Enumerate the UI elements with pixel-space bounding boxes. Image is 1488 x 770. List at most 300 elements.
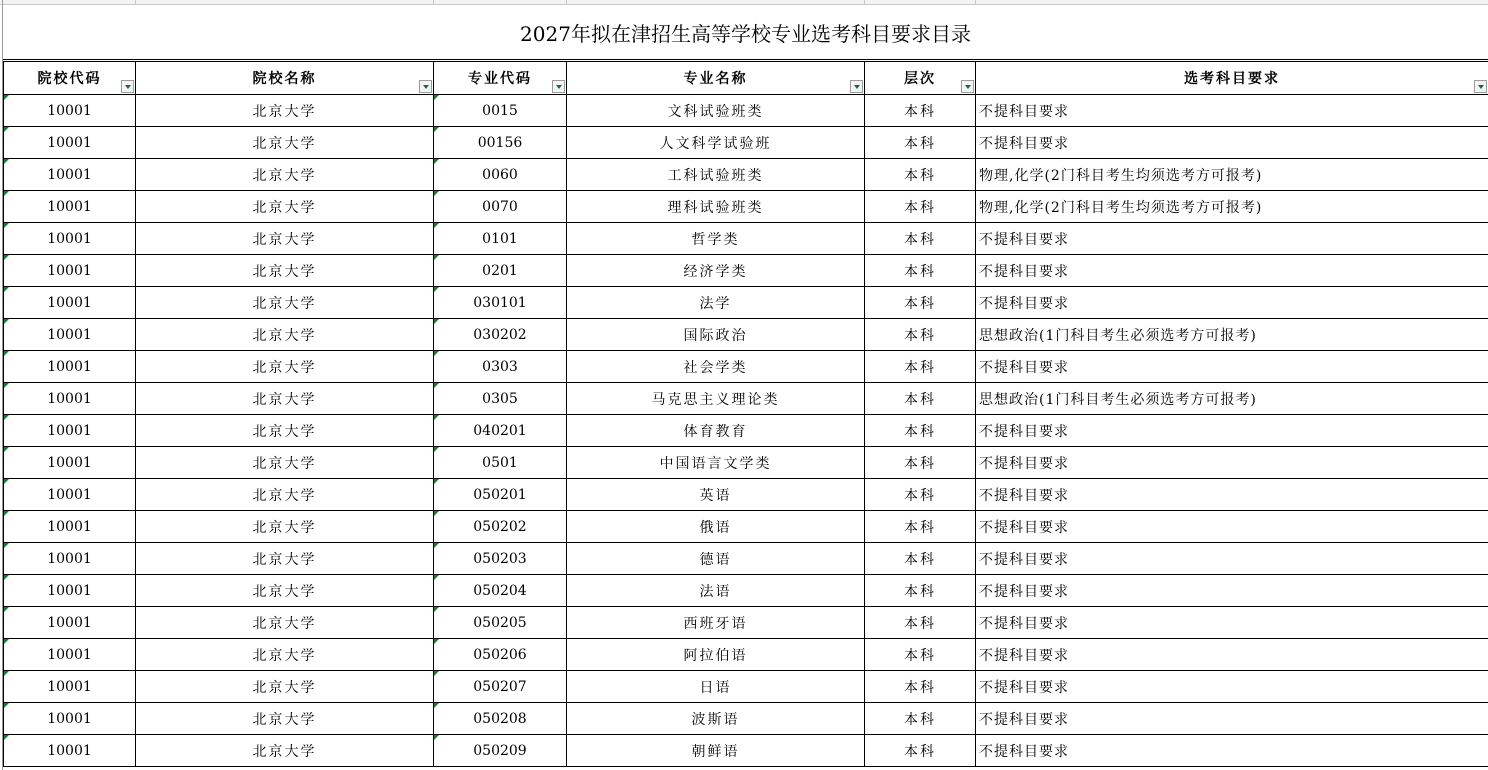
cell-school-name[interactable]	[136, 127, 434, 159]
cell-text: 0070	[482, 198, 518, 215]
cell-text: 不提科目要求	[979, 519, 1069, 536]
number-as-text-marker-icon	[4, 159, 9, 164]
cell-text: 10001	[47, 582, 92, 599]
cell-school-name[interactable]	[136, 479, 434, 511]
cell-text: 0201	[482, 262, 518, 279]
cell-text: 中国语言文学类	[659, 455, 772, 472]
column-header-label: 层次	[904, 71, 936, 87]
cell-major-name[interactable]	[567, 127, 865, 159]
cell-text: 本科	[904, 359, 936, 376]
cell-text: 文科试验班类	[667, 103, 764, 120]
cell-text: 040201	[473, 422, 527, 439]
cell-level[interactable]	[865, 575, 976, 607]
cell-major-code[interactable]	[434, 383, 567, 415]
number-as-text-marker-icon	[434, 255, 439, 260]
cell-subject-requirements[interactable]	[976, 639, 1488, 671]
cell-school-code[interactable]	[4, 383, 136, 415]
cell-school-name[interactable]	[136, 735, 434, 767]
cell-text: 本科	[904, 487, 936, 504]
cell-text: 社会学类	[683, 359, 748, 376]
cell-text: 本科	[904, 743, 936, 760]
cell-school-name[interactable]	[136, 351, 434, 383]
cell-level[interactable]	[865, 447, 976, 479]
cell-text: 思想政治(1门科目考生必须选考方可报考)	[979, 327, 1257, 344]
cell-major-name[interactable]	[567, 159, 865, 191]
cell-subject-requirements[interactable]	[976, 159, 1488, 191]
cell-school-code[interactable]	[4, 95, 136, 127]
cell-text: 理科试验班类	[667, 199, 764, 216]
number-as-text-marker-icon	[434, 415, 439, 420]
cell-text: 阿拉伯语	[683, 647, 748, 664]
cell-school-name[interactable]	[136, 639, 434, 671]
column-header-label: 院校代码	[37, 71, 102, 87]
number-as-text-marker-icon	[4, 287, 9, 292]
cell-major-name[interactable]	[567, 575, 865, 607]
column-header-subject-requirements[interactable]	[976, 62, 1488, 95]
filter-dropdown-icon[interactable]	[850, 80, 863, 93]
cell-school-code[interactable]	[4, 159, 136, 191]
cell-major-name[interactable]	[567, 415, 865, 447]
cell-text: 本科	[904, 199, 936, 216]
cell-text: 北京大学	[252, 359, 317, 376]
cell-text: 马克思主义理论类	[651, 391, 780, 408]
number-as-text-marker-icon	[4, 639, 9, 644]
cell-major-code[interactable]	[434, 95, 567, 127]
cell-text: 050208	[473, 710, 527, 727]
cell-major-name[interactable]	[567, 191, 865, 223]
cell-subject-requirements[interactable]	[976, 703, 1488, 735]
cell-text: 不提科目要求	[979, 615, 1069, 632]
cell-school-code[interactable]	[4, 543, 136, 575]
cell-text: 050203	[473, 550, 527, 567]
cell-school-code[interactable]	[4, 447, 136, 479]
cell-school-code[interactable]	[4, 511, 136, 543]
number-as-text-marker-icon	[434, 479, 439, 484]
cell-major-name[interactable]	[567, 383, 865, 415]
cell-text: 朝鲜语	[691, 743, 740, 760]
cell-text: 050205	[473, 614, 527, 631]
cell-subject-requirements[interactable]	[976, 127, 1488, 159]
cell-text: 本科	[904, 391, 936, 408]
cell-text: 10001	[47, 262, 92, 279]
cell-school-name[interactable]	[136, 255, 434, 287]
cell-text: 10001	[47, 646, 92, 663]
cell-text: 本科	[904, 103, 936, 120]
table-row	[4, 127, 1488, 159]
cell-text: 0303	[482, 358, 518, 375]
cell-text: 不提科目要求	[979, 263, 1069, 280]
cell-text: 北京大学	[252, 391, 317, 408]
filter-dropdown-icon[interactable]	[552, 80, 565, 93]
cell-school-name[interactable]	[136, 223, 434, 255]
data-table	[3, 61, 1488, 767]
cell-school-name[interactable]	[136, 95, 434, 127]
cell-level[interactable]	[865, 639, 976, 671]
number-as-text-marker-icon	[4, 575, 9, 580]
header-row	[4, 62, 1488, 95]
filter-dropdown-icon[interactable]	[961, 80, 974, 93]
cell-text: 10001	[47, 454, 92, 471]
cell-subject-requirements[interactable]	[976, 319, 1488, 351]
cell-major-name[interactable]	[567, 255, 865, 287]
number-as-text-marker-icon	[434, 95, 439, 100]
number-as-text-marker-icon	[434, 671, 439, 676]
cell-major-code[interactable]	[434, 703, 567, 735]
column-header-label: 专业代码	[468, 71, 532, 87]
cell-text: 法语	[699, 583, 732, 600]
cell-subject-requirements[interactable]	[976, 607, 1488, 639]
cell-text: 经济学类	[683, 263, 748, 280]
table-row	[4, 607, 1488, 639]
cell-school-name[interactable]	[136, 703, 434, 735]
cell-school-code[interactable]	[4, 703, 136, 735]
cell-school-code[interactable]	[4, 255, 136, 287]
number-as-text-marker-icon	[4, 319, 9, 324]
cell-subject-requirements[interactable]	[976, 479, 1488, 511]
cell-major-code[interactable]	[434, 543, 567, 575]
cell-school-code[interactable]	[4, 351, 136, 383]
cell-text: 北京大学	[252, 135, 317, 152]
cell-text: 日语	[699, 679, 732, 696]
cell-text: 不提科目要求	[979, 743, 1069, 760]
cell-level[interactable]	[865, 287, 976, 319]
cell-level[interactable]	[865, 95, 976, 127]
cell-school-code[interactable]	[4, 479, 136, 511]
cell-text: 0060	[482, 166, 518, 183]
cell-major-code[interactable]	[434, 191, 567, 223]
cell-level[interactable]	[865, 543, 976, 575]
cell-text: 不提科目要求	[979, 551, 1069, 568]
cell-subject-requirements[interactable]	[976, 511, 1488, 543]
sheet-title-cell[interactable]	[3, 5, 1488, 60]
cell-text: 北京大学	[252, 199, 317, 216]
cell-major-code[interactable]	[434, 479, 567, 511]
cell-text: 思想政治(1门科目考生必须选考方可报考)	[979, 391, 1257, 408]
cell-major-name[interactable]	[567, 671, 865, 703]
cell-text: 英语	[699, 487, 732, 504]
cell-major-name[interactable]	[567, 351, 865, 383]
cell-text: 波斯语	[691, 711, 740, 728]
cell-major-code[interactable]	[434, 255, 567, 287]
cell-major-name[interactable]	[567, 639, 865, 671]
cell-text: 体育教育	[683, 423, 748, 440]
filter-dropdown-icon[interactable]	[419, 80, 432, 93]
cell-major-code[interactable]	[434, 575, 567, 607]
table-row	[4, 479, 1488, 511]
number-as-text-marker-icon	[4, 415, 9, 420]
number-as-text-marker-icon	[4, 543, 9, 548]
cell-subject-requirements[interactable]	[976, 447, 1488, 479]
cell-text: 10001	[47, 390, 92, 407]
cell-major-code[interactable]	[434, 127, 567, 159]
number-as-text-marker-icon	[434, 607, 439, 612]
cell-school-code[interactable]	[4, 287, 136, 319]
number-as-text-marker-icon	[434, 159, 439, 164]
cell-text: 北京大学	[252, 583, 317, 600]
table-row	[4, 95, 1488, 127]
cell-level[interactable]	[865, 511, 976, 543]
table-row	[4, 415, 1488, 447]
cell-major-code[interactable]	[434, 319, 567, 351]
cell-subject-requirements[interactable]	[976, 575, 1488, 607]
cell-text: 10001	[47, 230, 92, 247]
column-header-major-name[interactable]	[567, 62, 865, 95]
cell-level[interactable]	[865, 479, 976, 511]
cell-subject-requirements[interactable]	[976, 351, 1488, 383]
cell-text: 本科	[904, 679, 936, 696]
cell-subject-requirements[interactable]	[976, 95, 1488, 127]
number-as-text-marker-icon	[434, 223, 439, 228]
cell-text: 10001	[47, 294, 92, 311]
cell-text: 10001	[47, 358, 92, 375]
number-as-text-marker-icon	[4, 383, 9, 388]
cell-text: 本科	[904, 519, 936, 536]
cell-text: 西班牙语	[683, 615, 748, 632]
cell-school-name[interactable]	[136, 383, 434, 415]
cell-text: 哲学类	[691, 231, 740, 248]
cell-level[interactable]	[865, 255, 976, 287]
cell-text: 0101	[482, 230, 518, 247]
cell-text: 050202	[473, 518, 527, 535]
cell-subject-requirements[interactable]	[976, 415, 1488, 447]
cell-major-code[interactable]	[434, 351, 567, 383]
cell-text: 北京大学	[252, 487, 317, 504]
cell-text: 050204	[473, 582, 527, 599]
cell-school-code[interactable]	[4, 639, 136, 671]
cell-school-code[interactable]	[4, 319, 136, 351]
cell-major-code[interactable]	[434, 223, 567, 255]
cell-school-name[interactable]	[136, 511, 434, 543]
cell-school-name[interactable]	[136, 671, 434, 703]
column-header-major-code[interactable]	[434, 62, 567, 95]
cell-level[interactable]	[865, 383, 976, 415]
cell-major-code[interactable]	[434, 735, 567, 767]
cell-school-name[interactable]	[136, 159, 434, 191]
cell-level[interactable]	[865, 703, 976, 735]
number-as-text-marker-icon	[434, 575, 439, 580]
number-as-text-marker-icon	[434, 735, 439, 740]
cell-major-name[interactable]	[567, 703, 865, 735]
cell-major-code[interactable]	[434, 671, 567, 703]
column-header-label: 专业名称	[683, 71, 748, 87]
cell-text: 不提科目要求	[979, 455, 1069, 472]
cell-text: 10001	[47, 486, 92, 503]
cell-major-code[interactable]	[434, 447, 567, 479]
cell-level[interactable]	[865, 319, 976, 351]
cell-text: 10001	[47, 166, 92, 183]
cell-text: 0305	[482, 390, 518, 407]
cell-text: 本科	[904, 167, 936, 184]
cell-major-name[interactable]	[567, 287, 865, 319]
cell-major-name[interactable]	[567, 223, 865, 255]
cell-text: 北京大学	[252, 423, 317, 440]
filter-dropdown-icon[interactable]	[121, 80, 134, 93]
cell-subject-requirements[interactable]	[976, 287, 1488, 319]
cell-text: 10001	[47, 198, 92, 215]
cell-text: 10001	[47, 326, 92, 343]
cell-text: 法学	[699, 295, 732, 312]
cell-text: 本科	[904, 295, 936, 312]
cell-text: 不提科目要求	[979, 487, 1069, 504]
cell-school-name[interactable]	[136, 191, 434, 223]
cell-subject-requirements[interactable]	[976, 255, 1488, 287]
number-as-text-marker-icon	[4, 671, 9, 676]
cell-text: 人文科学试验班	[659, 135, 772, 152]
cell-school-code[interactable]	[4, 127, 136, 159]
cell-major-name[interactable]	[567, 543, 865, 575]
cell-major-code[interactable]	[434, 415, 567, 447]
column-header-school-name[interactable]	[136, 62, 434, 95]
cell-text: 本科	[904, 423, 936, 440]
table-row	[4, 575, 1488, 607]
cell-level[interactable]	[865, 607, 976, 639]
sheet-title: 2027年拟在津招生高等学校专业选考科目要求目录	[520, 21, 971, 46]
cell-text: 国际政治	[683, 327, 748, 344]
cell-major-name[interactable]	[567, 447, 865, 479]
number-as-text-marker-icon	[4, 447, 9, 452]
cell-school-code[interactable]	[4, 223, 136, 255]
cell-text: 本科	[904, 711, 936, 728]
cell-major-name[interactable]	[567, 735, 865, 767]
cell-text: 北京大学	[252, 615, 317, 632]
table-row	[4, 383, 1488, 415]
cell-school-name[interactable]	[136, 543, 434, 575]
cell-text: 本科	[904, 231, 936, 248]
cell-text: 北京大学	[252, 679, 317, 696]
cell-text: 10001	[47, 134, 92, 151]
table-row	[4, 159, 1488, 191]
cell-subject-requirements[interactable]	[976, 223, 1488, 255]
cell-school-code[interactable]	[4, 735, 136, 767]
number-as-text-marker-icon	[4, 351, 9, 356]
cell-text: 俄语	[699, 519, 732, 536]
table-row	[4, 191, 1488, 223]
table-row	[4, 287, 1488, 319]
cell-level[interactable]	[865, 191, 976, 223]
cell-text: 北京大学	[252, 551, 317, 568]
cell-subject-requirements[interactable]	[976, 735, 1488, 767]
table-row	[4, 703, 1488, 735]
table-body	[4, 95, 1488, 767]
cell-text: 北京大学	[252, 743, 317, 760]
number-as-text-marker-icon	[434, 191, 439, 196]
column-header-label: 选考科目要求	[1184, 71, 1280, 87]
cell-text: 050207	[473, 678, 527, 695]
cell-text: 不提科目要求	[979, 359, 1069, 376]
cell-major-name[interactable]	[567, 511, 865, 543]
cell-text: 德语	[699, 551, 732, 568]
cell-school-code[interactable]	[4, 415, 136, 447]
cell-school-code[interactable]	[4, 671, 136, 703]
number-as-text-marker-icon	[434, 703, 439, 708]
cell-major-code[interactable]	[434, 607, 567, 639]
number-as-text-marker-icon	[4, 223, 9, 228]
cell-text: 10001	[47, 742, 92, 759]
cell-text: 不提科目要求	[979, 583, 1069, 600]
cell-text: 本科	[904, 327, 936, 344]
cell-subject-requirements[interactable]	[976, 543, 1488, 575]
cell-major-name[interactable]	[567, 607, 865, 639]
cell-school-name[interactable]	[136, 575, 434, 607]
cell-text: 北京大学	[252, 295, 317, 312]
cell-level[interactable]	[865, 735, 976, 767]
cell-level[interactable]	[865, 351, 976, 383]
cell-school-name[interactable]	[136, 607, 434, 639]
number-as-text-marker-icon	[434, 639, 439, 644]
cell-text: 0015	[482, 102, 518, 119]
cell-text: 北京大学	[252, 167, 317, 184]
cell-text: 10001	[47, 710, 92, 727]
cell-subject-requirements[interactable]	[976, 671, 1488, 703]
cell-level[interactable]	[865, 159, 976, 191]
cell-level[interactable]	[865, 223, 976, 255]
cell-text: 030101	[473, 294, 527, 311]
number-as-text-marker-icon	[434, 351, 439, 356]
cell-text: 10001	[47, 678, 92, 695]
cell-text: 10001	[47, 102, 92, 119]
cell-text: 10001	[47, 550, 92, 567]
cell-major-code[interactable]	[434, 159, 567, 191]
cell-text: 00156	[477, 134, 523, 151]
cell-text: 0501	[482, 454, 518, 471]
cell-school-name[interactable]	[136, 415, 434, 447]
cell-school-code[interactable]	[4, 191, 136, 223]
cell-text: 物理,化学(2门科目考生均须选考方可报考)	[979, 199, 1263, 216]
cell-subject-requirements[interactable]	[976, 383, 1488, 415]
number-as-text-marker-icon	[434, 447, 439, 452]
cell-text: 不提科目要求	[979, 647, 1069, 664]
cell-major-name[interactable]	[567, 479, 865, 511]
cell-text: 不提科目要求	[979, 711, 1069, 728]
cell-text: 030202	[473, 326, 527, 343]
cell-school-name[interactable]	[136, 287, 434, 319]
cell-text: 本科	[904, 551, 936, 568]
cell-text: 本科	[904, 135, 936, 152]
table-row	[4, 735, 1488, 767]
column-header-school-code[interactable]	[4, 62, 136, 95]
cell-major-code[interactable]	[434, 511, 567, 543]
number-as-text-marker-icon	[4, 95, 9, 100]
cell-text: 物理,化学(2门科目考生均须选考方可报考)	[979, 167, 1263, 184]
cell-level[interactable]	[865, 415, 976, 447]
number-as-text-marker-icon	[434, 287, 439, 292]
number-as-text-marker-icon	[434, 511, 439, 516]
number-as-text-marker-icon	[434, 319, 439, 324]
cell-text: 不提科目要求	[979, 295, 1069, 312]
number-as-text-marker-icon	[4, 511, 9, 516]
cell-school-code[interactable]	[4, 575, 136, 607]
cell-text: 不提科目要求	[979, 423, 1069, 440]
cell-major-code[interactable]	[434, 287, 567, 319]
cell-text: 北京大学	[252, 103, 317, 120]
cell-school-name[interactable]	[136, 447, 434, 479]
cell-major-code[interactable]	[434, 639, 567, 671]
cell-school-code[interactable]	[4, 607, 136, 639]
cell-text: 北京大学	[252, 455, 317, 472]
filter-dropdown-icon[interactable]	[1474, 80, 1487, 93]
table-row	[4, 319, 1488, 351]
cell-text: 不提科目要求	[979, 679, 1069, 696]
cell-level[interactable]	[865, 671, 976, 703]
cell-major-name[interactable]	[567, 95, 865, 127]
table-row	[4, 543, 1488, 575]
cell-school-name[interactable]	[136, 319, 434, 351]
column-header-level[interactable]	[865, 62, 976, 95]
cell-subject-requirements[interactable]	[976, 191, 1488, 223]
cell-level[interactable]	[865, 127, 976, 159]
number-as-text-marker-icon	[4, 607, 9, 612]
cell-major-name[interactable]	[567, 319, 865, 351]
